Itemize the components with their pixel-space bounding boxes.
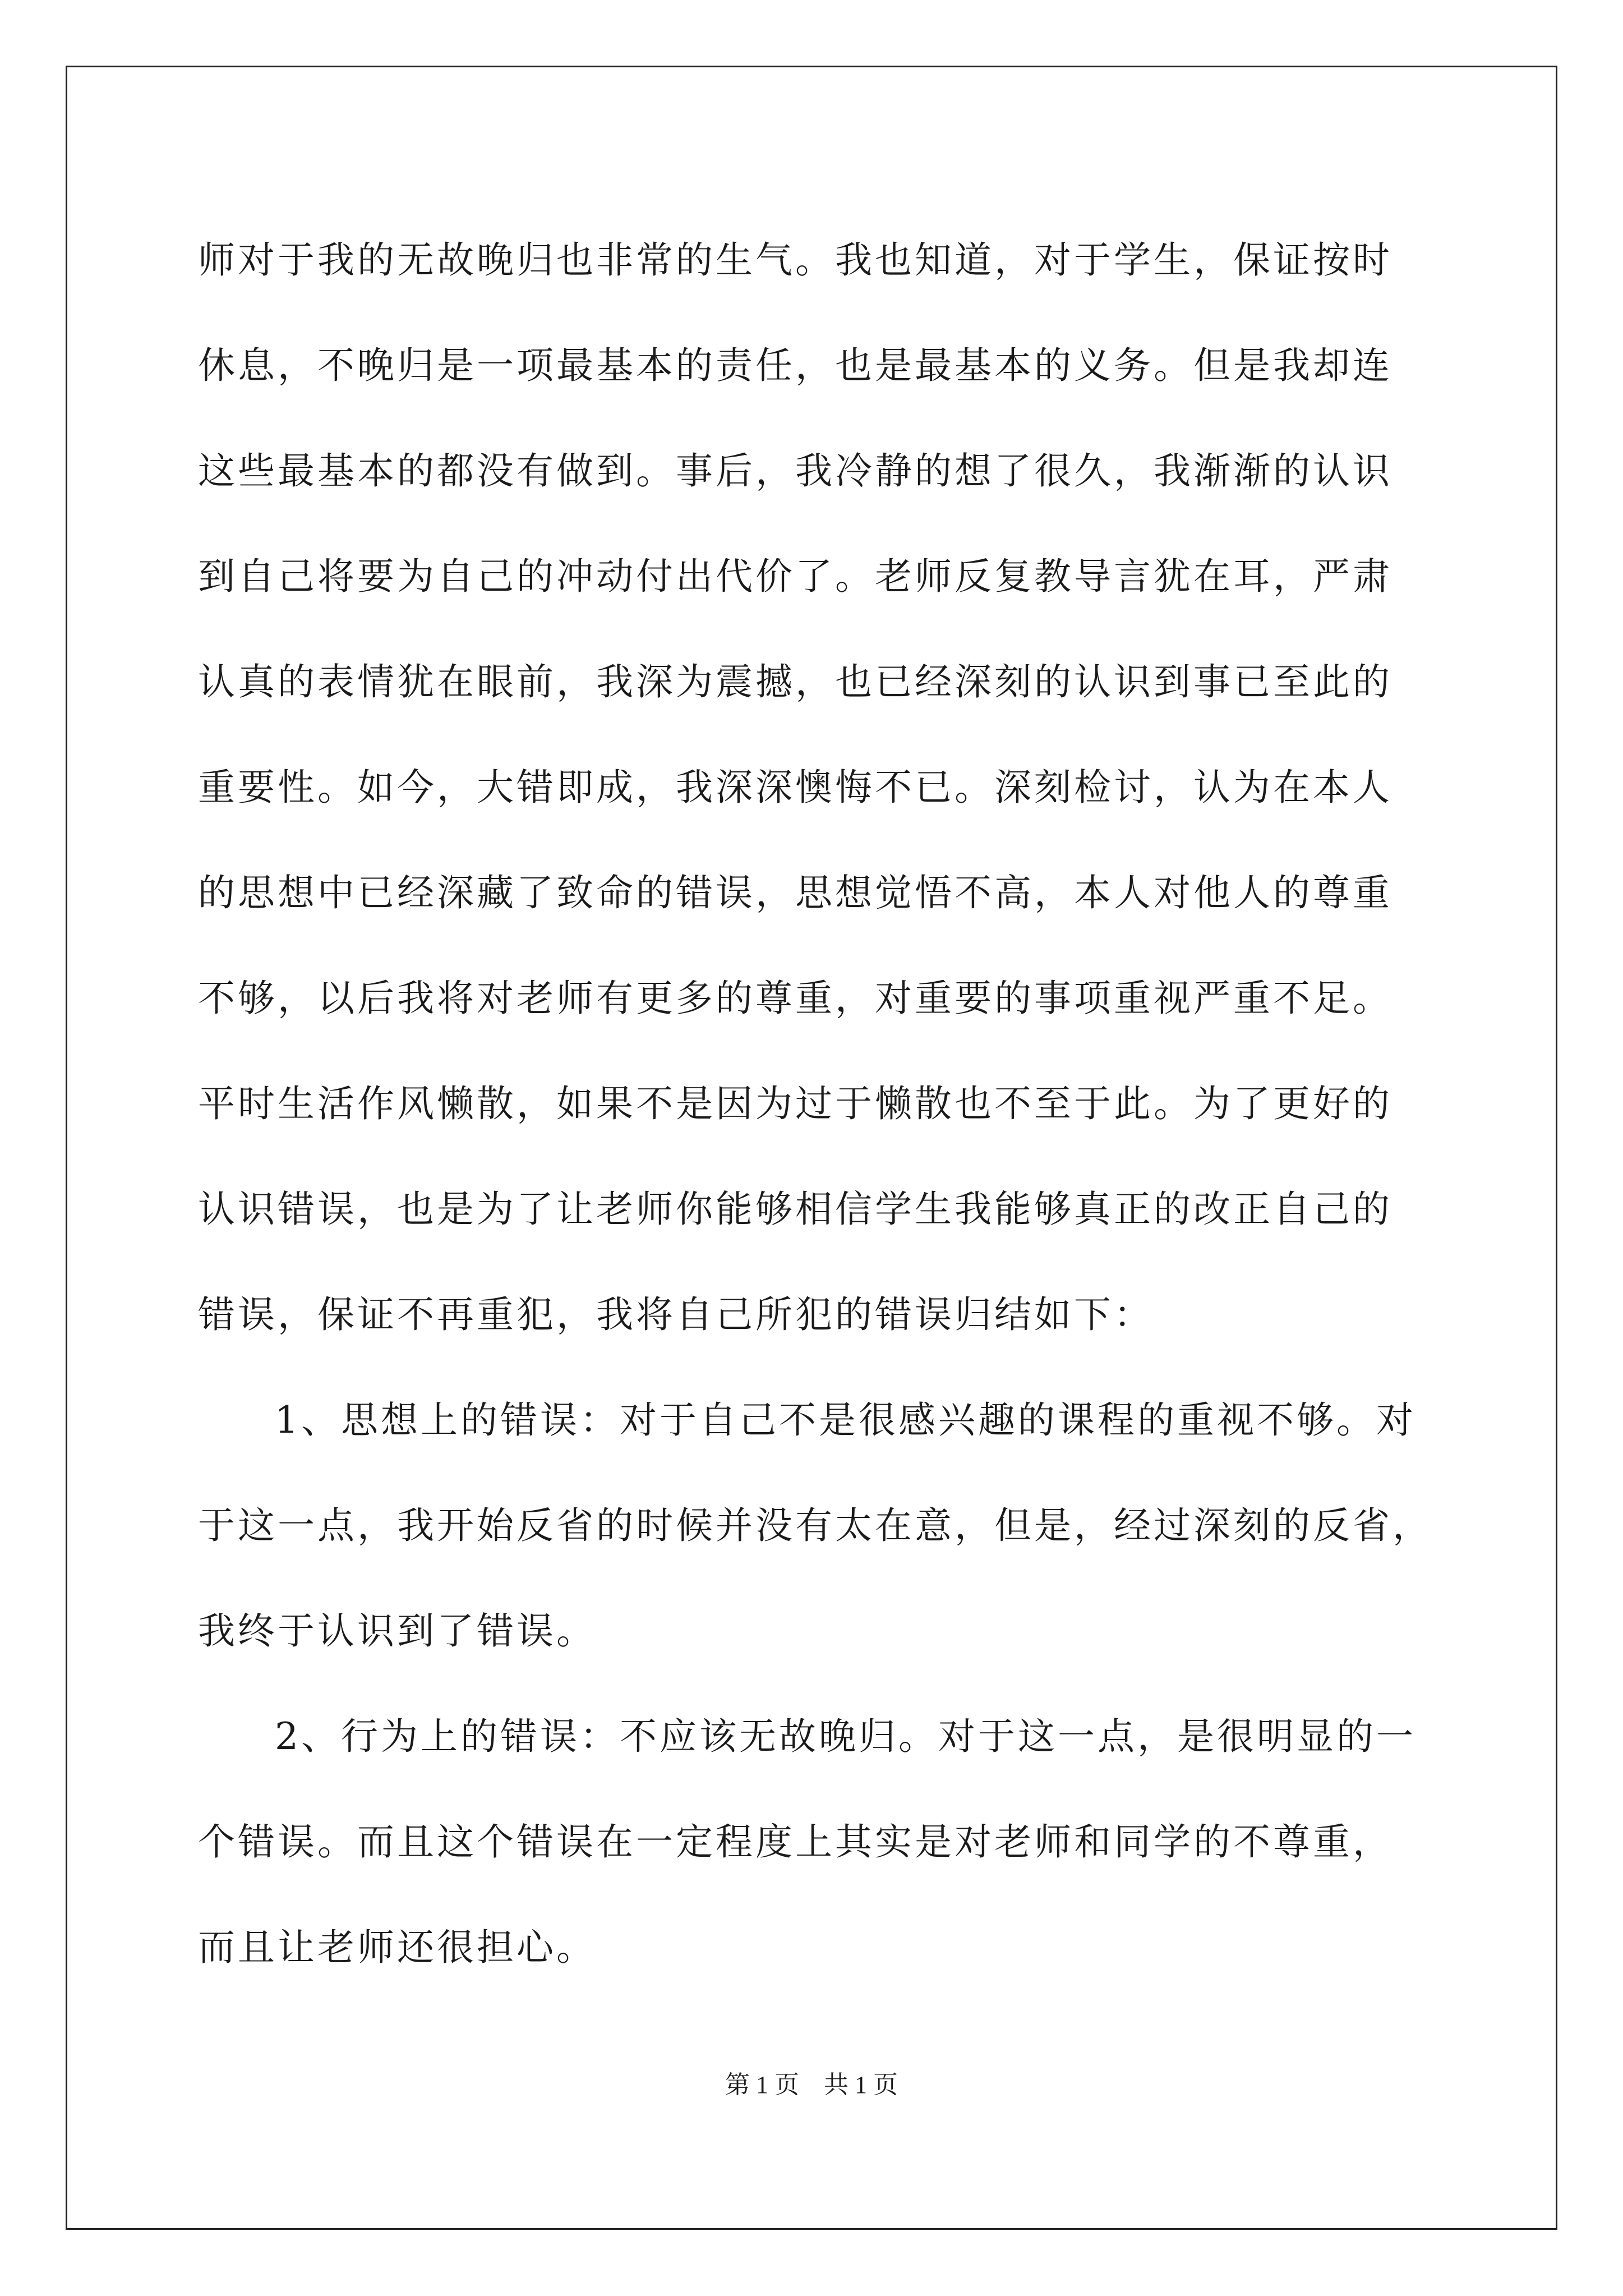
body-line: 师对于我的无故晚归也非常的生气。我也知道，对于学生，保证按时 — [198, 238, 1393, 282]
page-number-footer: 第 1 页 共 1 页 — [725, 2071, 898, 2099]
body-line: 到自己将要为自己的冲动付出代价了。老师反复教导言犹在耳，严肃 — [198, 555, 1393, 598]
body-line: 认识错误，也是为了让老师你能够相信学生我能够真正的改正自己的 — [198, 1188, 1393, 1231]
list-item-2-line: 2、行为上的错误：不应该无故晚归。对于这一点，是很明显的一 — [275, 1715, 1416, 1758]
list-item-1-line: 1、思想上的错误：对于自己不是很感兴趣的课程的重视不够。对 — [275, 1398, 1416, 1442]
body-line: 平时生活作风懒散，如果不是因为过于懒散也不至于此。为了更好的 — [198, 1082, 1393, 1125]
body-line: 这些最基本的都没有做到。事后，我冷静的想了很久，我渐渐的认识 — [198, 449, 1393, 493]
body-line: 不够，以后我将对老师有更多的尊重，对重要的事项重视严重不足。 — [198, 977, 1393, 1020]
document-body — [198, 208, 1454, 2000]
body-line: 的思想中已经深藏了致命的错误，思想觉悟不高，本人对他人的尊重 — [198, 871, 1393, 914]
body-line: 于这一点，我开始反省的时候并没有太在意，但是，经过深刻的反省， — [198, 1504, 1432, 1547]
body-line: 休息，不晚归是一项最基本的责任，也是最基本的义务。但是我却连 — [198, 344, 1393, 387]
body-line: 个错误。而且这个错误在一定程度上其实是对老师和同学的不尊重， — [198, 1820, 1393, 1864]
body-line: 重要性。如今，大错即成，我深深懊悔不已。深刻检讨，认为在本人 — [198, 766, 1393, 809]
body-line: 认真的表情犹在眼前，我深为震撼，也已经深刻的认识到事已至此的 — [198, 660, 1393, 703]
body-line: 我终于认识到了错误。 — [198, 1609, 596, 1653]
body-line: 而且让老师还很担心。 — [198, 1926, 596, 1969]
body-line: 错误，保证不再重犯，我将自己所犯的错误归结如下： — [198, 1293, 1154, 1336]
